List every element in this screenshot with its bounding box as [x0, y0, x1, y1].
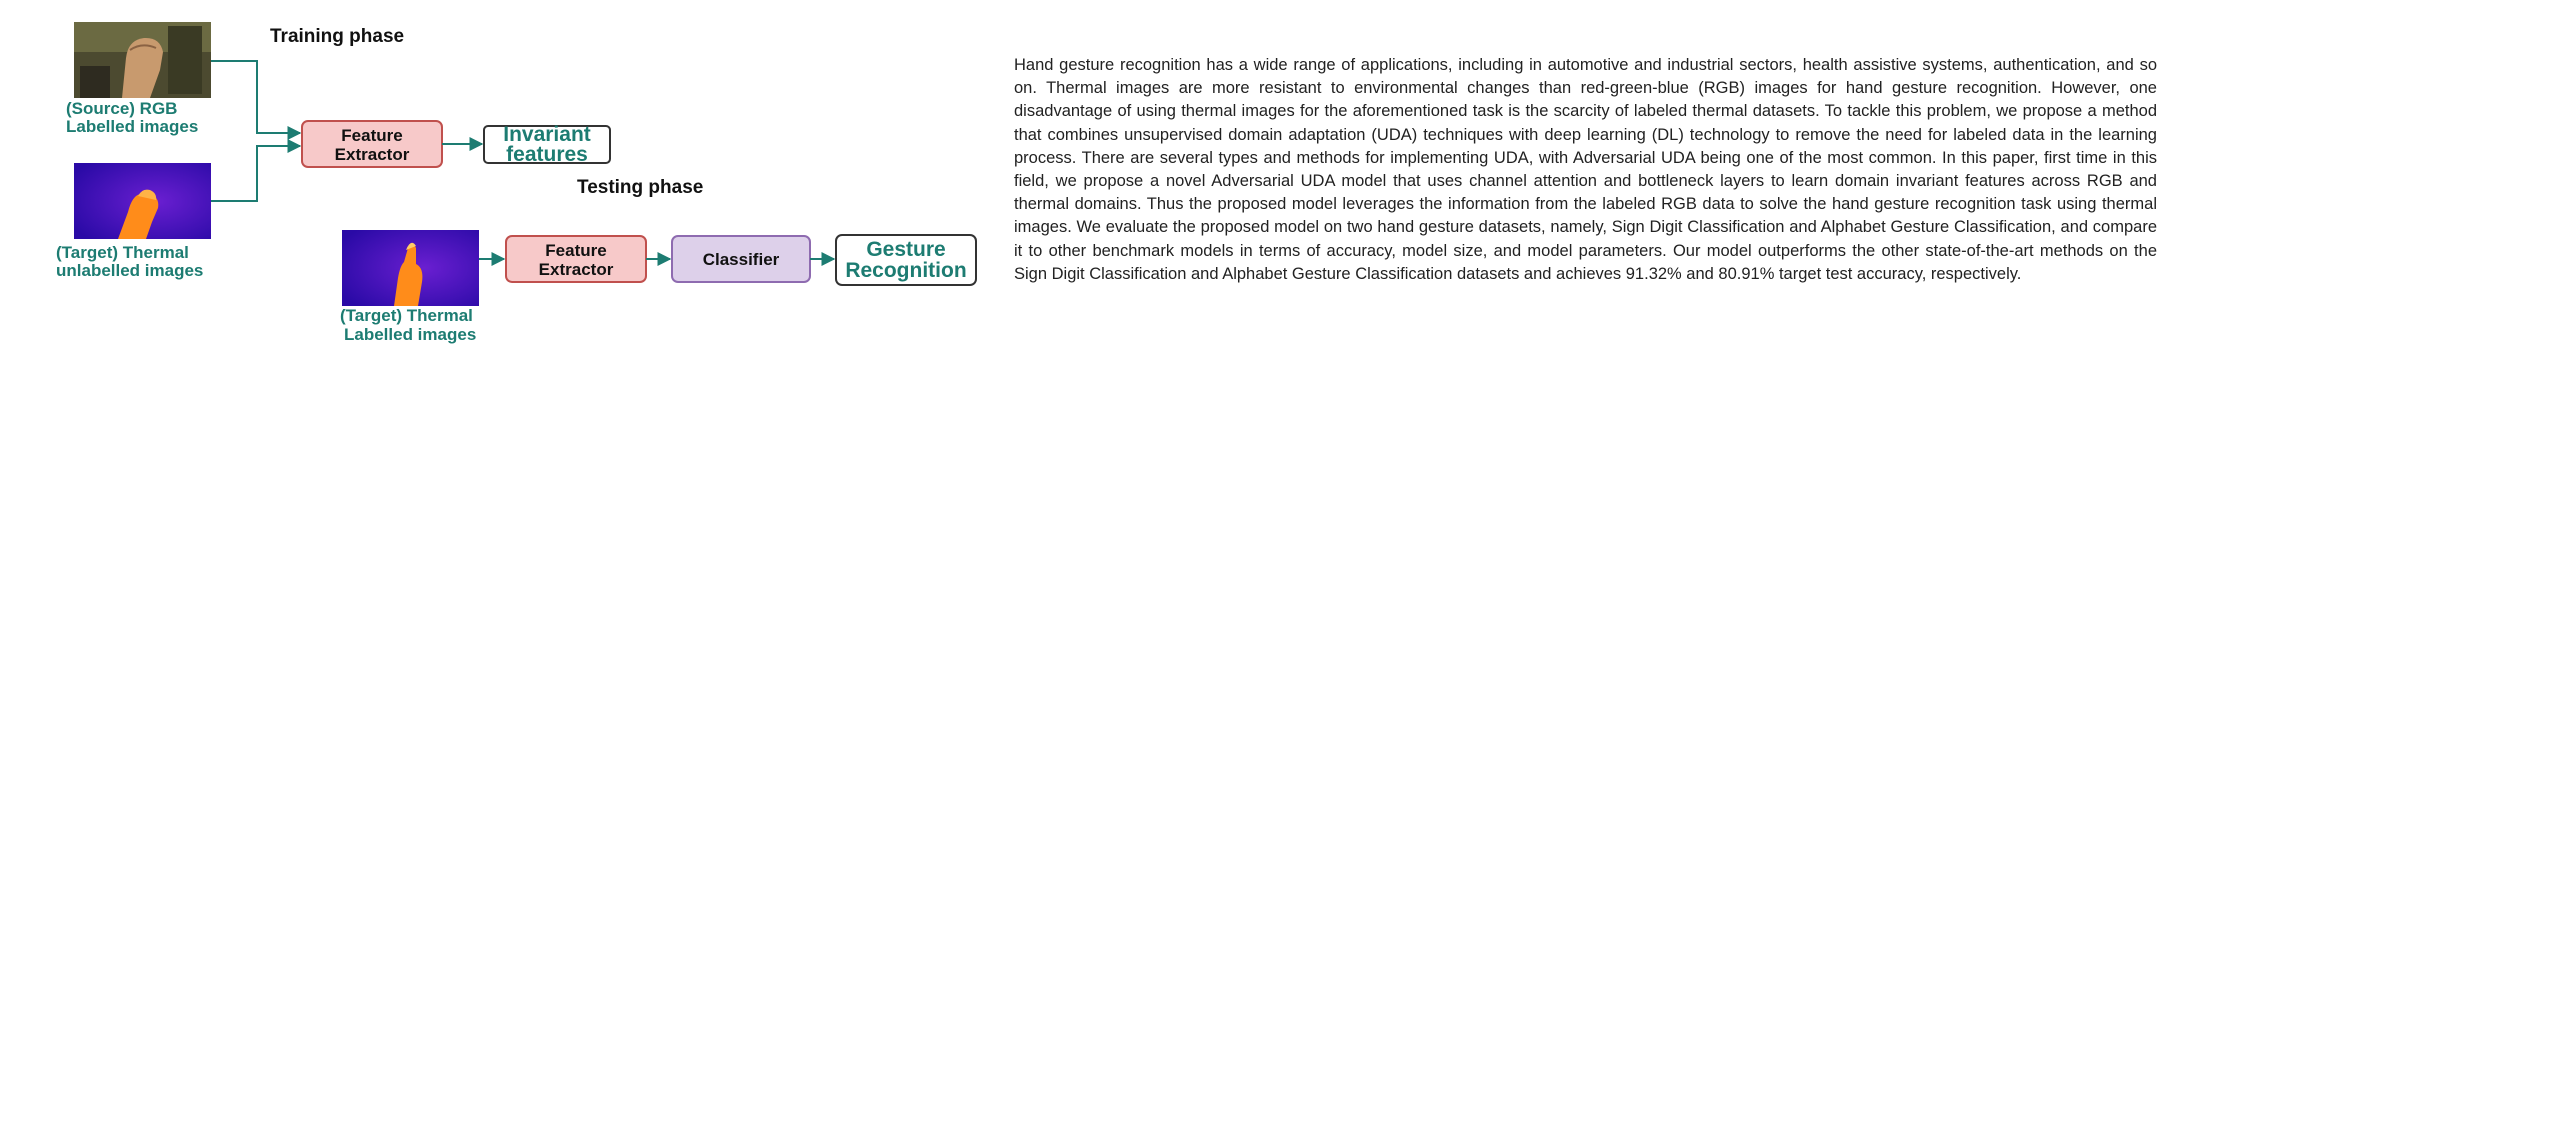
target-labelled-caption-line1: (Target) Thermal: [340, 306, 473, 325]
source-rgb-image: [74, 22, 211, 98]
training-feature-extractor-box: [302, 121, 442, 167]
training-testing-diagram: [0, 0, 990, 360]
training-phase-title: Training phase: [270, 26, 405, 47]
gesture-recognition-line1: Gesture: [866, 238, 946, 261]
training-feature-extractor-line1: Feature: [341, 126, 403, 145]
source-to-extractor-connector: [211, 61, 300, 133]
source-caption-line2: Labelled images: [66, 117, 199, 136]
invariant-features-box: [484, 123, 610, 166]
abstract-text: Hand gesture recognition has a wide range of applications, including in automotive and industrial sectors, health assistive systems, authentication, and so on. Thermal images are more resistant to environmental changes than red-green-blue (RGB) images for hand gesture recognition. However, one disadvantage of using thermal images for the aforementioned task is the scarcity of labeled thermal datasets. To tackle this problem, we propose a method that combines unsupervised domain adaptation (UDA) techniques with deep learning (DL) technology to remove the need for labeled data in the learning process. There are several types and methods for implementing UDA, with Adversarial UDA being one of the most common. In this paper, first time in this field, we propose a novel Adversarial UDA model that uses channel attention and bottleneck layers to learn domain invariant features across RGB and thermal domains. Thus the proposed model leverages the information from the labeled RGB data to solve the hand gesture recognition task using thermal images. We evaluate the proposed model on two hand gesture datasets, namely, Sign Digit Classification and Alphabet Gesture Classification, and compare it to other benchmark models in terms of accuracy, model size, and model parameters. Our model outperforms the other state-of-the-art methods on the Sign Digit Classification and Alphabet Gesture Classification datasets and achieves 91.32% and 80.91% target test accuracy, respectively.: [1014, 56, 2157, 283]
classifier-box: [672, 236, 810, 282]
invariant-features-line1: Invariant: [503, 123, 591, 146]
invariant-features-line2: features: [506, 143, 588, 166]
source-caption-line1: (Source) RGB: [66, 99, 178, 118]
testing-phase-title: Testing phase: [577, 177, 704, 198]
target-unlabelled-caption-line2: unlabelled images: [56, 261, 204, 280]
target-thermal-unlabelled-image: [74, 163, 211, 239]
target-unlabelled-caption-line1: (Target) Thermal: [56, 243, 189, 262]
classifier-label: Classifier: [702, 250, 780, 269]
target-to-extractor-connector: [211, 146, 300, 201]
gesture-recognition-box: [836, 235, 976, 285]
testing-feature-extractor-box: [506, 236, 646, 282]
target-thermal-labelled-image: [342, 230, 479, 306]
testing-feature-extractor-line1: Feature: [545, 241, 607, 260]
testing-feature-extractor-line2: Extractor: [538, 260, 614, 279]
training-feature-extractor-line2: Extractor: [334, 145, 410, 164]
target-labelled-caption-line2: Labelled images: [344, 325, 477, 344]
gesture-recognition-line2: Recognition: [845, 259, 967, 282]
